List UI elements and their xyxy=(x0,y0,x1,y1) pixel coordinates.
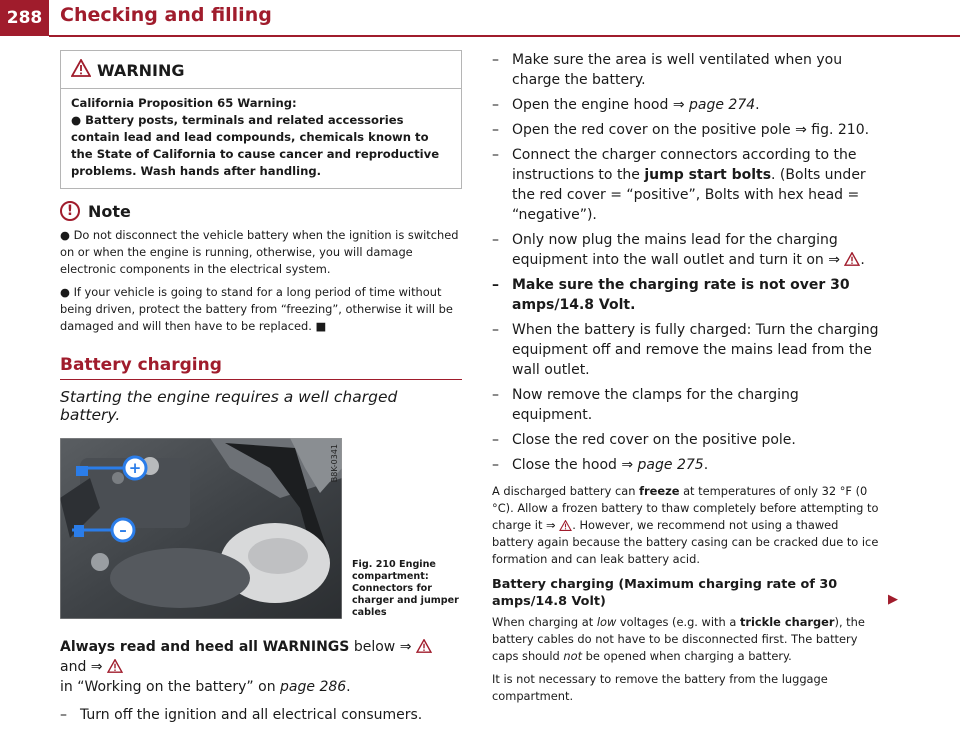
warning-triangle-icon xyxy=(71,59,91,81)
header-rule xyxy=(49,35,960,37)
max-charging-title: Battery charging (Maximum charging rate of 30 amps/14.8 Volt) xyxy=(492,577,838,609)
step-item: – Make sure the charging rate is not over 30 amps/14.8 Volt. xyxy=(492,275,882,315)
section-title: Battery charging xyxy=(60,355,462,380)
step-item: – Make sure the area is well ventilated when you charge the battery. xyxy=(492,50,882,90)
note-item: ● If your vehicle is going to stand for a long period of time without being driven, protect the battery from “freezing”, otherwise it will be damaged and will then have to be replaced. ■ xyxy=(60,285,453,333)
step-item: – When the battery is fully charged: Turn the charging equipment off and remove the mains lead from the wall outlet. xyxy=(492,320,882,380)
step-item: – Close the hood ⇒ page 275. xyxy=(492,455,882,475)
warning-bullet: ● Battery posts, terminals and related accessories contain lead and lead compounds, chemicals known to the State of California to cause cancer and reproductive problems. Wash hands after handling. xyxy=(71,113,440,178)
figure xyxy=(60,438,462,619)
warning-header xyxy=(61,51,461,89)
warning-heading: California Proposition 65 Warning: xyxy=(71,96,297,110)
left-column xyxy=(60,50,462,730)
figure-code: B8K-0341 xyxy=(330,444,339,483)
step-item: – Only now plug the mains lead for the charging equipment into the wall outlet and turn it on ⇒ . xyxy=(492,230,882,270)
step-item: – Close the red cover on the positive pole. xyxy=(492,430,882,450)
warning-title: WARNING xyxy=(97,60,185,80)
figure-caption: Fig. 210 Engine compartment: Connectors for charger and jumper cables xyxy=(352,559,459,618)
warning-box xyxy=(60,50,462,189)
note-item: ● Do not disconnect the vehicle battery when the ignition is switched on or when the engine is running, otherwise, you will damage electronic components in the electrical system. xyxy=(60,228,459,276)
step-item: – Open the red cover on the positive pole ⇒ fig. 210. xyxy=(492,120,882,140)
warning-triangle-icon xyxy=(416,639,432,653)
step-list-right xyxy=(492,50,882,475)
warning-triangle-icon xyxy=(559,520,572,531)
step-item: – Turn off the ignition and all electrical consumers. xyxy=(60,705,462,725)
section-subtitle: Starting the engine requires a well charged battery. xyxy=(60,388,398,424)
page-reference-link[interactable]: page 286 xyxy=(280,679,347,695)
page-reference-link[interactable]: page 274 xyxy=(689,97,756,113)
right-column xyxy=(492,50,882,705)
step-item: – Open the engine hood ⇒ page 274. xyxy=(492,95,882,115)
luggage-paragraph: It is not necessary to remove the battery from the luggage compartment. xyxy=(492,672,828,703)
warning-triangle-icon xyxy=(844,252,860,266)
step-item: – Now remove the clamps for the charging equipment. xyxy=(492,385,882,425)
next-page-arrow-icon[interactable]: ▶ xyxy=(888,592,898,607)
end-square-icon: ■ xyxy=(315,319,327,333)
note-info-icon: ! xyxy=(60,201,80,221)
note-header xyxy=(60,201,462,221)
page-reference-link[interactable]: page 275 xyxy=(637,457,704,473)
freeze-paragraph: A discharged battery can freeze at temperatures of only 32 °F (0 °C). Allow a frozen battery to thaw completely before attempting to charge it ⇒ . However, we recommend not using a thawed battery again because the battery casing can be cracked due to ice formation and can leak battery acid. xyxy=(492,484,879,566)
max-charging-paragraph: When charging at low voltages (e.g. with a trickle charger), the battery cables do not have to be disconnected first. The battery caps should not be opened when charging a battery. xyxy=(492,615,865,663)
warning-body xyxy=(61,89,461,188)
always-read-paragraph: Always read and heed all WARNINGS below ⇒ and ⇒ in “Working on the battery” on page 286. xyxy=(60,637,462,697)
step-list-left xyxy=(60,705,462,725)
note-title: Note xyxy=(88,201,131,221)
page-number: 288 xyxy=(0,0,49,36)
plus-pole-label: + xyxy=(128,459,142,477)
engine-compartment-image xyxy=(60,438,342,619)
page-header-title: Checking and filling xyxy=(60,4,272,26)
note-body xyxy=(60,227,462,335)
step-item: – Connect the charger connectors according to the instructions to the jump start bolts. (Bolts under the red cover = “positive”, Bolts with hex head = “negative”). xyxy=(492,145,882,225)
warning-triangle-icon xyxy=(107,659,123,673)
minus-pole-label: – xyxy=(119,521,127,539)
